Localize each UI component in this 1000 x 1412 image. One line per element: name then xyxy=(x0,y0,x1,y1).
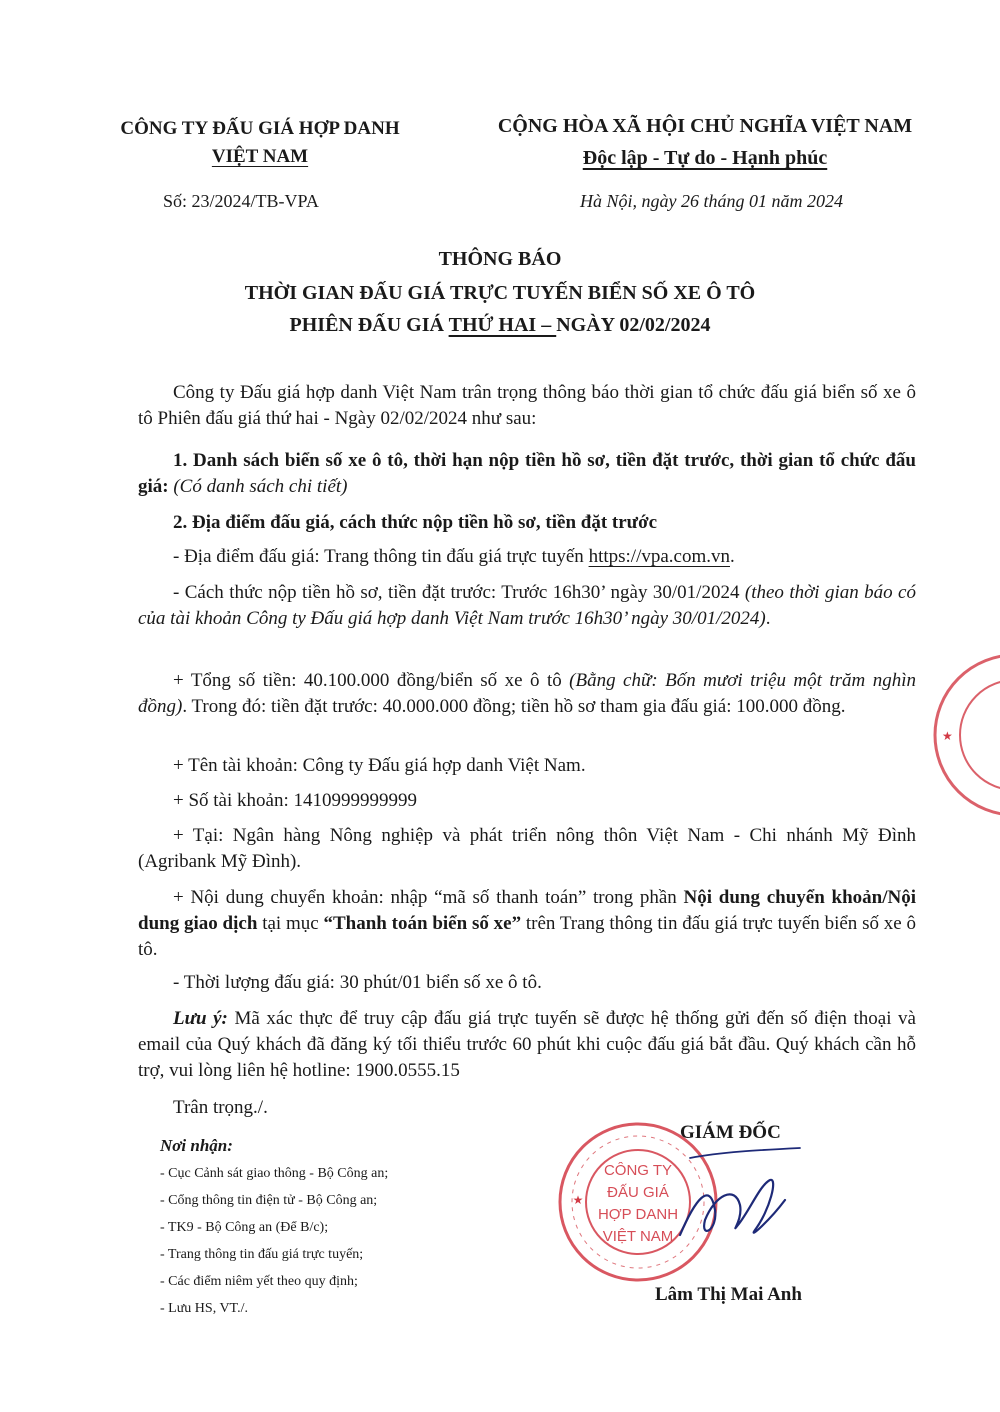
national-heading xyxy=(460,110,950,174)
account-name: + Tên tài khoản: Công ty Đấu giá hợp danh Việt Nam. xyxy=(173,755,586,776)
document-number: Số: 23/2024/TB-VPA xyxy=(163,191,319,211)
organization-name xyxy=(70,115,450,171)
recipient-item: - Cổng thông tin điện tử - Bộ Công an; xyxy=(160,1193,378,1208)
svg-text:VIỆT NAM: VIỆT NAM xyxy=(602,1228,674,1245)
org-line-1: CÔNG TY ĐẤU GIÁ HỢP DANH xyxy=(120,118,400,139)
auction-duration: - Thời lượng đấu giá: 30 phút/01 biển số xe ô tô. xyxy=(173,972,542,993)
bank-info: + Tại: Ngân hàng Nông nghiệp và phát triển nông thôn Việt Nam - Chi nhánh Mỹ Đình (Agribank Mỹ Đình). xyxy=(138,825,916,872)
signer-name: Lâm Thị Mai Anh xyxy=(655,1284,802,1305)
recipient-item: - Lưu HS, VT./. xyxy=(160,1301,248,1316)
svg-text:★: ★ xyxy=(572,1193,584,1207)
auction-location: - Địa điểm đấu giá: Trang thông tin đấu giá trực tuyến https://vpa.com.vn. xyxy=(173,546,735,567)
closing-text: Trân trọng./. xyxy=(173,1097,268,1118)
svg-text:HỢP DANH: HỢP DANH xyxy=(597,1206,679,1223)
signature-title: GIÁM ĐỐC xyxy=(680,1122,781,1143)
recipient-item: - Các điểm niêm yết theo quy định; xyxy=(160,1274,358,1289)
recipient-item: - TK9 - Bộ Công an (Để B/c); xyxy=(160,1220,329,1235)
recipient-item: - Trang thông tin đấu giá trực tuyến; xyxy=(160,1247,364,1262)
payment-method: - Cách thức nộp tiền hồ sơ, tiền đặt trước: Trước 16h30’ ngày 30/01/2024 (theo thời gian báo có của tài khoản Công ty Đấu giá hợp danh Việt Nam trước 16h30’ ngày 30/01/2024). xyxy=(138,582,916,629)
intro-paragraph: Công ty Đấu giá hợp danh Việt Nam trân trọng thông báo thời gian tổ chức đấu giá biển số xe ô tô Phiên đấu giá thứ hai - Ngày 02/02/2024 như sau: xyxy=(138,382,916,429)
section-2-heading: 2. Địa điểm đấu giá, cách thức nộp tiền hồ sơ, tiền đặt trước xyxy=(173,512,658,533)
svg-text:CÔNG TY: CÔNG TY xyxy=(603,1162,673,1179)
recipients-heading: Nơi nhận: xyxy=(160,1136,233,1155)
signature-icon xyxy=(660,1140,810,1260)
title-line-2: THỜI GIAN ĐẤU GIÁ TRỰC TUYẾN BIỂN SỐ XE Ô TÔ xyxy=(244,282,756,304)
auction-website-link[interactable]: https://vpa.com.vn xyxy=(588,546,730,567)
nation-line-1: CỘNG HÒA XÃ HỘI CHỦ NGHĨA VIỆT NAM xyxy=(497,115,913,137)
title-line-1: THÔNG BÁO xyxy=(438,248,562,270)
partial-seal-icon xyxy=(930,650,1000,820)
nation-motto: Độc lập - Tự do - Hạnh phúc xyxy=(582,147,828,169)
account-number: + Số tài khoản: 1410999999999 xyxy=(173,790,417,811)
svg-text:ĐẤU GIÁ: ĐẤU GIÁ xyxy=(607,1184,669,1201)
section-1: 1. Danh sách biển số xe ô tô, thời hạn nộp tiền hồ sơ, tiền đặt trước, thời gian tổ chức đấu giá: (Có danh sách chi tiết) xyxy=(138,450,916,497)
org-line-2: VIỆT NAM xyxy=(211,146,309,167)
place-date: Hà Nội, ngày 26 tháng 01 năm 2024 xyxy=(580,191,843,211)
note-paragraph: Lưu ý: Mã xác thực để truy cập đấu giá trực tuyến sẽ được hệ thống gửi đến số điện thoại và email của Quý khách đã đăng ký tối thiểu trước 60 phút khi cuộc đấu giá bắt đầu. Quý khách cần hỗ trợ, vui lòng liên hệ hotline: 1900.0555.15 xyxy=(138,1008,916,1081)
total-amount: + Tổng số tiền: 40.100.000 đồng/biển số xe ô tô (Bằng chữ: Bốn mươi triệu một trăm nghìn đồng). Trong đó: tiền đặt trước: 40.000.000 đồng; tiền hồ sơ tham gia đấu giá: 100.000 đồng. xyxy=(138,670,916,717)
svg-text:★: ★ xyxy=(942,729,953,743)
transfer-content: + Nội dung chuyển khoản: nhập “mã số thanh toán” trong phần Nội dung chuyển khoản/Nội dung giao dịch tại mục “Thanh toán biển số xe” trên Trang thông tin đấu giá trực tuyến biển số xe ô tô. xyxy=(138,887,916,960)
recipient-item: - Cục Cảnh sát giao thông - Bộ Công an; xyxy=(160,1166,389,1181)
title-line-3: PHIÊN ĐẤU GIÁ THỨ HAI – NGÀY 02/02/2024 xyxy=(289,314,711,336)
